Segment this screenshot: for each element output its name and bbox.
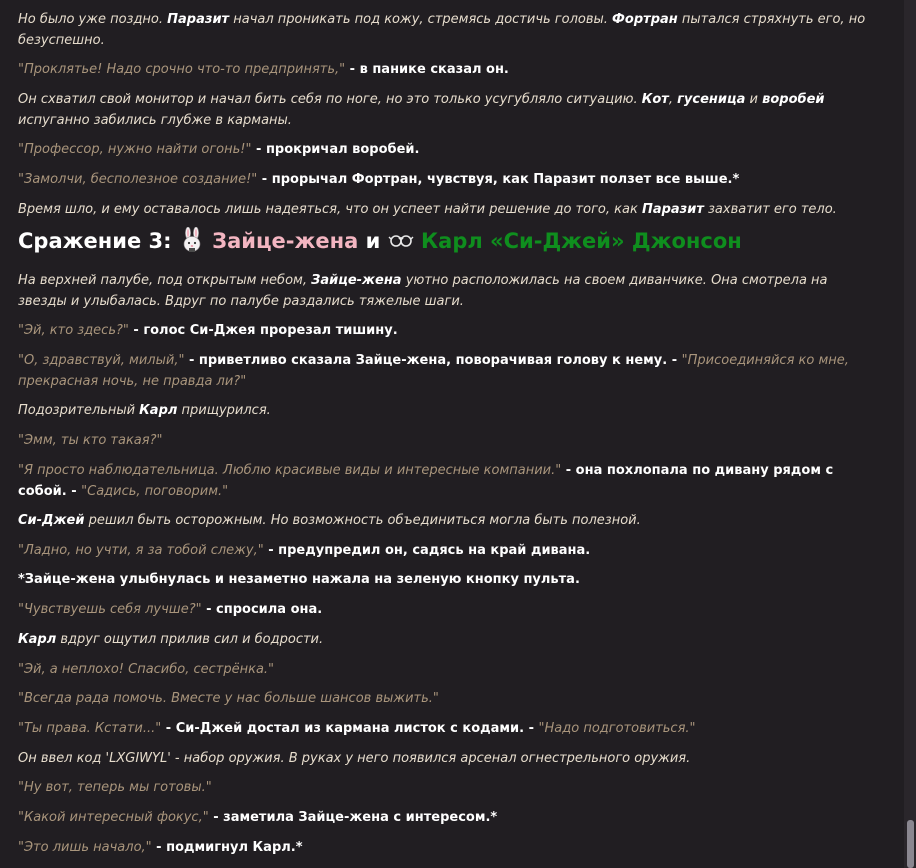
text-segment: достал из кармана листок с кодами. - [242,721,539,736]
paragraph [18,431,878,452]
paragraph [18,271,878,312]
paragraph [18,90,878,131]
text-segment: прищурился. [177,403,271,418]
text-segment: Карл [139,403,178,418]
text-segment: "Я просто наблюдательница. Люблю красивые виды и интересные компании." [18,463,562,478]
text-segment: "Это лишь начало," [18,840,152,855]
paragraph [18,660,878,681]
paragraph [18,541,878,562]
text-segment: Он ввел код 'LXGIWYL' - набор оружия. В руках у него появился арсенал огнестрельного оружия. [18,751,691,766]
paragraph [18,10,878,51]
text-segment: "Эй, а неплохо! Спасибо, сестрёнка." [18,662,275,677]
text-segment: , чувствуя, как [417,172,534,187]
battle-heading [18,226,742,256]
paragraph [18,60,878,81]
text-segment: Паразит [641,202,704,217]
glasses-icon [388,227,414,253]
paragraph [18,170,878,191]
paragraph [18,321,878,342]
text-segment: и [745,92,763,107]
text-segment: - прокричал воробей. [251,142,420,157]
text-segment: , поворачивая голову к нему. - [446,353,682,368]
text-segment: вдруг ощутил прилив сил и бодрости. [56,632,324,647]
text-segment: Подозрительный [18,403,140,418]
text-segment: Но было уже поздно. [18,12,168,27]
paragraph [18,600,878,621]
text-segment: - приветливо сказала [184,353,356,368]
rabbit-icon [179,227,205,253]
heading-name-rabbit-wife: Зайце-жена [212,229,359,253]
paragraph [18,719,878,740]
text-segment: - заметила [208,810,299,825]
text-segment: прорезал тишину. [255,323,398,338]
text-segment: улыбнулась и незаметно нажала на зеленую кнопку пульта. [115,572,580,587]
paragraph [18,461,878,502]
heading-connector: и [365,229,388,253]
text-segment: "Садись, поговорим." [81,483,229,499]
text-segment: "Надо подготовиться." [538,721,696,736]
text-segment: захватит его тело. [703,202,837,217]
text-segment: "Замолчи, бесполезное создание!" [18,172,258,187]
text-segment: - в панике сказал он. [345,62,509,77]
scrollbar[interactable] [904,0,916,868]
text-segment: решил быть осторожным. Но возможность объединиться могла быть полезной. [84,513,641,528]
text-segment: Фортран [612,12,678,27]
text-segment: Зайце-жена [355,353,447,368]
text-segment: гусеница [677,92,746,107]
text-segment: уютно расположилась на своем диванчике. Она смотрела на звезды и улыбалась. Вдруг по палубе раздались тяжелые шаги. [18,273,828,309]
text-segment: ползет все выше.* [595,172,740,187]
text-segment: Паразит [533,172,596,187]
text-segment: Карл [252,840,291,855]
paragraph [18,351,878,392]
text-segment: - спросила она. [201,602,323,617]
text-segment: воробей [762,92,825,107]
paragraph [18,140,878,161]
text-segment: Паразит [167,12,230,27]
text-segment: Он схватил свой монитор и начал бить себя по ноге, но это только усугубляло ситуацию. [18,92,642,107]
text-segment: испуганно забились глубже в карманы. [18,112,292,128]
text-segment: Зайце-жена [311,273,402,288]
paragraph [18,838,878,859]
text-segment: Зайце-жена [298,810,389,825]
text-segment: начал проникать под кожу, стремясь достичь головы. [229,12,613,27]
text-segment: Время шло, и ему оставалось лишь надеяться, что он успеет найти решение до того, как [18,202,642,217]
paragraph [18,630,878,651]
text-segment: "Чувствуешь себя лучше?" [18,602,202,617]
text-segment: Си-Джей [18,513,85,528]
text-segment: Си-Джей [175,721,243,736]
text-segment: - подмигнул [151,840,253,855]
heading-name-cj: Карл «Си-Джей» Джонсон [420,229,742,253]
text-segment: На верхней палубе, под открытым небом, [18,273,312,288]
text-segment: "Профессор, нужно найти огонь!" [18,142,252,157]
paragraph [18,808,878,829]
paragraph [18,570,878,591]
text-segment: с интересом.* [388,810,498,825]
text-segment: Кот [641,92,669,107]
paragraph [18,200,878,221]
text-segment: "Ладно, но учти, я за тобой слежу," [18,543,264,558]
text-segment: - [161,721,176,736]
text-segment: .* [290,840,303,855]
text-segment: - голос [128,323,190,338]
text-segment: "Какой интересный фокус," [18,810,209,825]
paragraph [18,689,878,710]
text-segment: "Присоединяйся ко мне, прекрасная ночь, не правда ли?" [18,353,849,389]
text-segment: "Ну вот, теперь мы готовы." [18,780,212,795]
text-segment: "О, здравствуй, милый," [18,353,185,368]
text-segment: Си-Джея [189,323,256,338]
text-segment: "Проклятье! Надо срочно что-то предпринять," [18,62,346,77]
text-segment: *Зайце-жена [18,572,116,587]
text-segment: пытался стряхнуть его, но безуспешно. [18,12,866,48]
text-segment: Карл [18,632,57,647]
scrollbar-thumb[interactable] [907,820,914,868]
text-segment: - предупредил он, садясь на край дивана. [263,543,591,558]
text-segment: "Всегда рада помочь. Вместе у нас больше шансов выжить." [18,691,439,706]
text-segment: "Ты права. Кстати..." [18,721,162,736]
paragraph [18,401,878,422]
text-segment: - прорычал [257,172,352,187]
text-segment: "Эмм, ты кто такая?" [18,433,163,448]
text-segment: "Эй, кто здесь?" [18,323,129,338]
text-segment: - она похлопала по дивану рядом с собой. - [18,463,834,499]
heading-prefix: Сражение 3: [18,229,179,253]
text-segment: , [668,92,678,107]
text-segment: Фортран [351,172,418,187]
paragraph [18,749,878,770]
paragraph [18,511,878,532]
paragraph [18,778,878,799]
